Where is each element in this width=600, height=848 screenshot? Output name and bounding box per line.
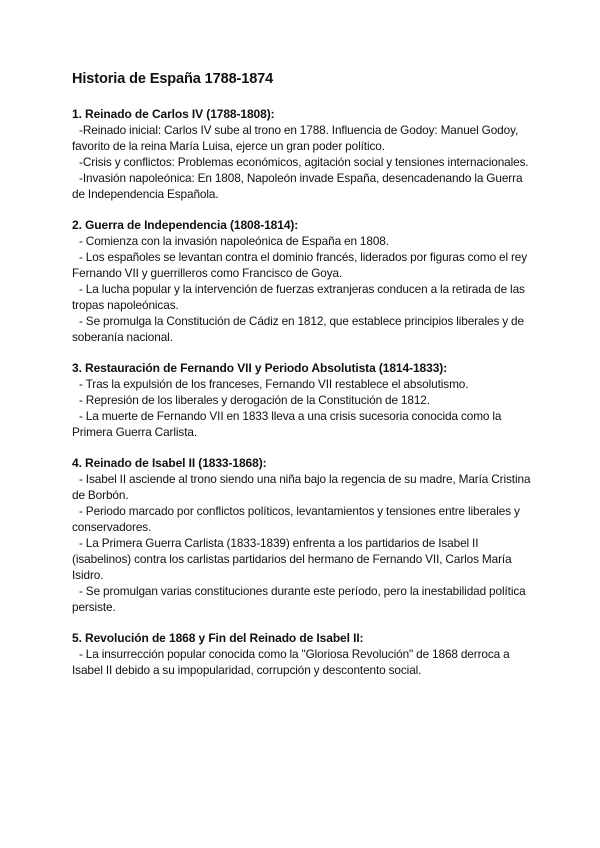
section-heading: 3. Restauración de Fernando VII y Periodo Absolutista (1814-1833): — [72, 361, 448, 375]
list-item: - Tras la expulsión de los franceses, Fernando VII restablece el absolutismo. — [79, 377, 469, 391]
list-item: - Comienza con la invasión napoleónica de España en 1808. — [79, 234, 389, 248]
section-heading: 5. Revolución de 1868 y Fin del Reinado de Isabel II: — [72, 631, 364, 645]
section-isabel-ii — [72, 455, 532, 615]
section-carlos-iv — [72, 106, 532, 202]
list-item: - Represión de los liberales y derogación de la Constitución de 1812. — [79, 393, 430, 407]
document-page — [72, 70, 532, 693]
list-item: - Los españoles se levantan contra el dominio francés, liderados por figuras como el rey Fernando VII y guerrilleros como Francisco de Goya. — [72, 250, 528, 280]
section-revolucion-1868 — [72, 630, 532, 678]
section-heading: 1. Reinado de Carlos IV (1788-1808): — [72, 107, 275, 121]
section-restauracion-fernando-vii — [72, 360, 532, 440]
section-heading: 4. Reinado de Isabel II (1833-1868): — [72, 456, 267, 470]
list-item: -Reinado inicial: Carlos IV sube al trono en 1788. Influencia de Godoy: Manuel Godoy, favorito de la reina María Luisa, ejerce un gran poder político. — [72, 123, 519, 153]
section-heading: 2. Guerra de Independencia (1808-1814): — [72, 218, 299, 232]
list-item: - Isabel II asciende al trono siendo una niña bajo la regencia de su madre, María Cristina de Borbón. — [72, 472, 531, 502]
section-guerra-independencia — [72, 217, 532, 345]
list-item: - La Primera Guerra Carlista (1833-1839) enfrenta a los partidarios de Isabel II (isabelinos) contra los carlistas partidarios del hermano de Fernando VII, Carlos María Isidro. — [72, 536, 512, 582]
list-item: - Se promulga la Constitución de Cádiz en 1812, que establece principios liberales y de soberanía nacional. — [72, 314, 524, 344]
list-item: - La insurrección popular conocida como la "Gloriosa Revolución" de 1868 derroca a Isabel II debido a su impopularidad, corrupción y descontento social. — [72, 647, 510, 677]
list-item: - Periodo marcado por conflictos políticos, levantamientos y tensiones entre liberales y conservadores. — [72, 504, 520, 534]
list-item: -Crisis y conflictos: Problemas económicos, agitación social y tensiones internacionales. — [79, 155, 529, 169]
list-item: - Se promulgan varias constituciones durante este período, pero la inestabilidad política persiste. — [72, 584, 526, 614]
list-item: - La muerte de Fernando VII en 1833 lleva a una crisis sucesoria conocida como la Primera Guerra Carlista. — [72, 409, 502, 439]
list-item: -Invasión napoleónica: En 1808, Napoleón invade España, desencadenando la Guerra de Independencia Española. — [72, 171, 523, 201]
document-title: Historia de España 1788-1874 — [72, 71, 274, 87]
list-item: - La lucha popular y la intervención de fuerzas extranjeras conducen a la retirada de las tropas napoleónicas. — [72, 282, 525, 312]
